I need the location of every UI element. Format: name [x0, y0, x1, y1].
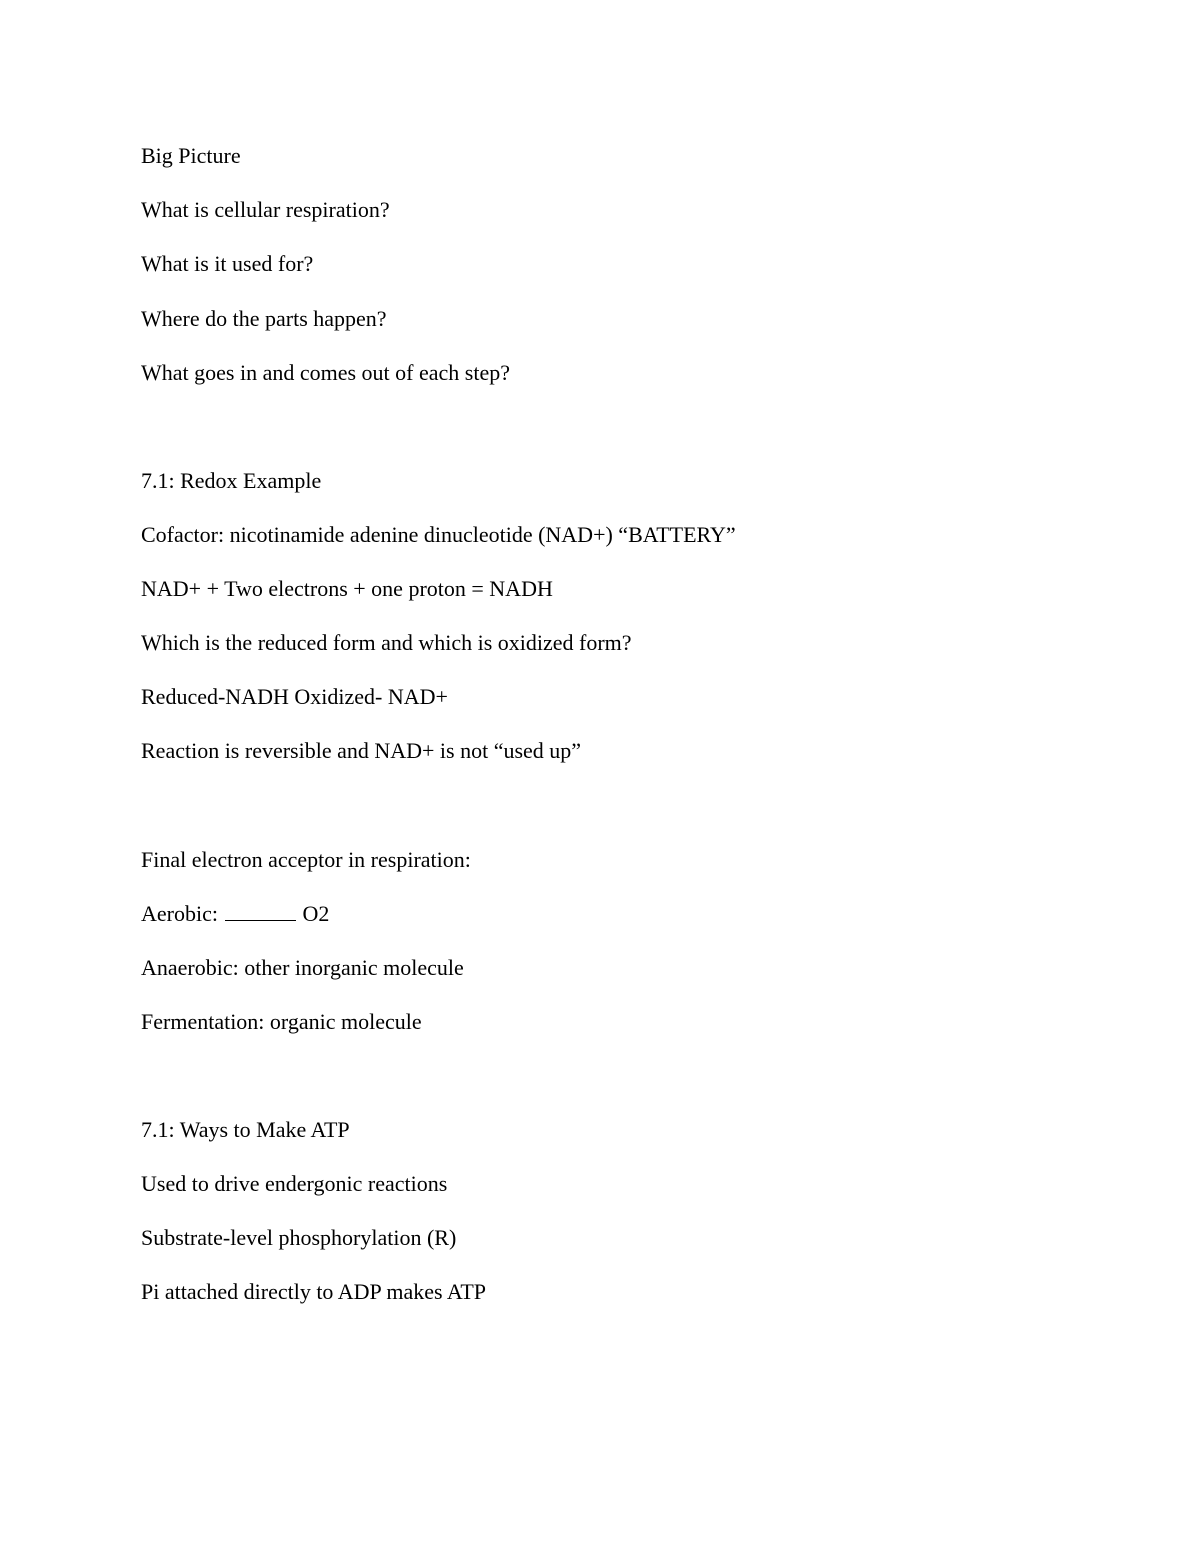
text-line: Where do the parts happen? [141, 306, 387, 331]
aerobic-label: Aerobic: [141, 901, 218, 926]
text-line: Anaerobic: other inorganic molecule [141, 955, 464, 980]
text-line: What goes in and comes out of each step? [141, 360, 510, 385]
text-line: Cofactor: nicotinamide adenine dinucleotide (NAD+) “BATTERY” [141, 522, 736, 547]
text-line: Fermentation: organic molecule [141, 1009, 422, 1034]
heading-final-electron-acceptor: Final electron acceptor in respiration: [141, 847, 471, 872]
text-line: Reduced-NADH Oxidized- NAD+ [141, 684, 448, 709]
heading-redox-example: 7.1: Redox Example [141, 468, 322, 493]
heading-big-picture: Big Picture [141, 143, 241, 168]
text-line: What is cellular respiration? [141, 197, 390, 222]
text-line: Pi attached directly to ADP makes ATP [141, 1279, 487, 1304]
text-line: Which is the reduced form and which is oxidized form? [141, 630, 632, 655]
aerobic-line [141, 901, 329, 927]
text-line: NAD+ + Two electrons + one proton = NADH [141, 576, 553, 601]
text-line: Substrate-level phosphorylation (R) [141, 1225, 457, 1250]
aerobic-value: O2 [302, 901, 330, 926]
text-line: What is it used for? [141, 251, 314, 276]
text-line: Used to drive endergonic reactions [141, 1171, 448, 1196]
heading-ways-to-make-atp: 7.1: Ways to Make ATP [141, 1117, 350, 1142]
fill-in-blank [225, 902, 296, 921]
text-line: Reaction is reversible and NAD+ is not “used up” [141, 738, 582, 763]
